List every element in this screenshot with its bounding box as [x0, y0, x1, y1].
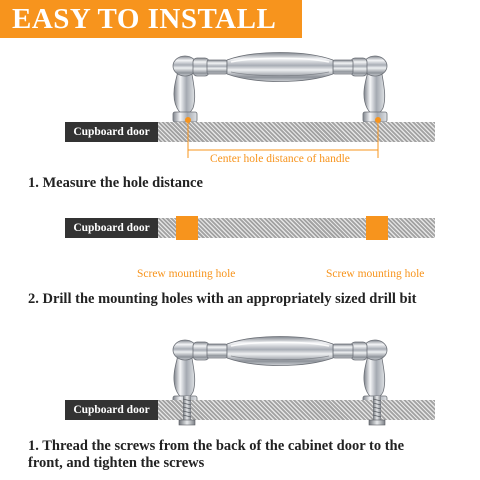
step1-caption: 1. Measure the hole distance [28, 175, 203, 191]
mounting-hole-left [176, 216, 198, 240]
screw-hole-label-left: Screw mounting hole [137, 268, 236, 280]
screw-icon [367, 396, 387, 432]
cupboard-door-label: Cupboard door [65, 400, 158, 420]
screw-hole-label-right: Screw mounting hole [326, 268, 425, 280]
step3-caption-line1: 1. Thread the screws from the back of the cabinet door to the [28, 438, 405, 454]
step3-caption-line2: front, and tighten the screws [28, 455, 205, 471]
easy-to-install-banner: EASY TO INSTALL [0, 0, 302, 38]
cupboard-door-label: Cupboard door [65, 218, 158, 238]
center-distance-label: Center hole distance of handle [210, 153, 350, 165]
step2-caption: 2. Drill the mounting holes with an appropriately sized drill bit [28, 291, 417, 307]
screw-icon [177, 396, 197, 432]
mounting-hole-right [366, 216, 388, 240]
cupboard-door-label: Cupboard door [65, 122, 158, 142]
